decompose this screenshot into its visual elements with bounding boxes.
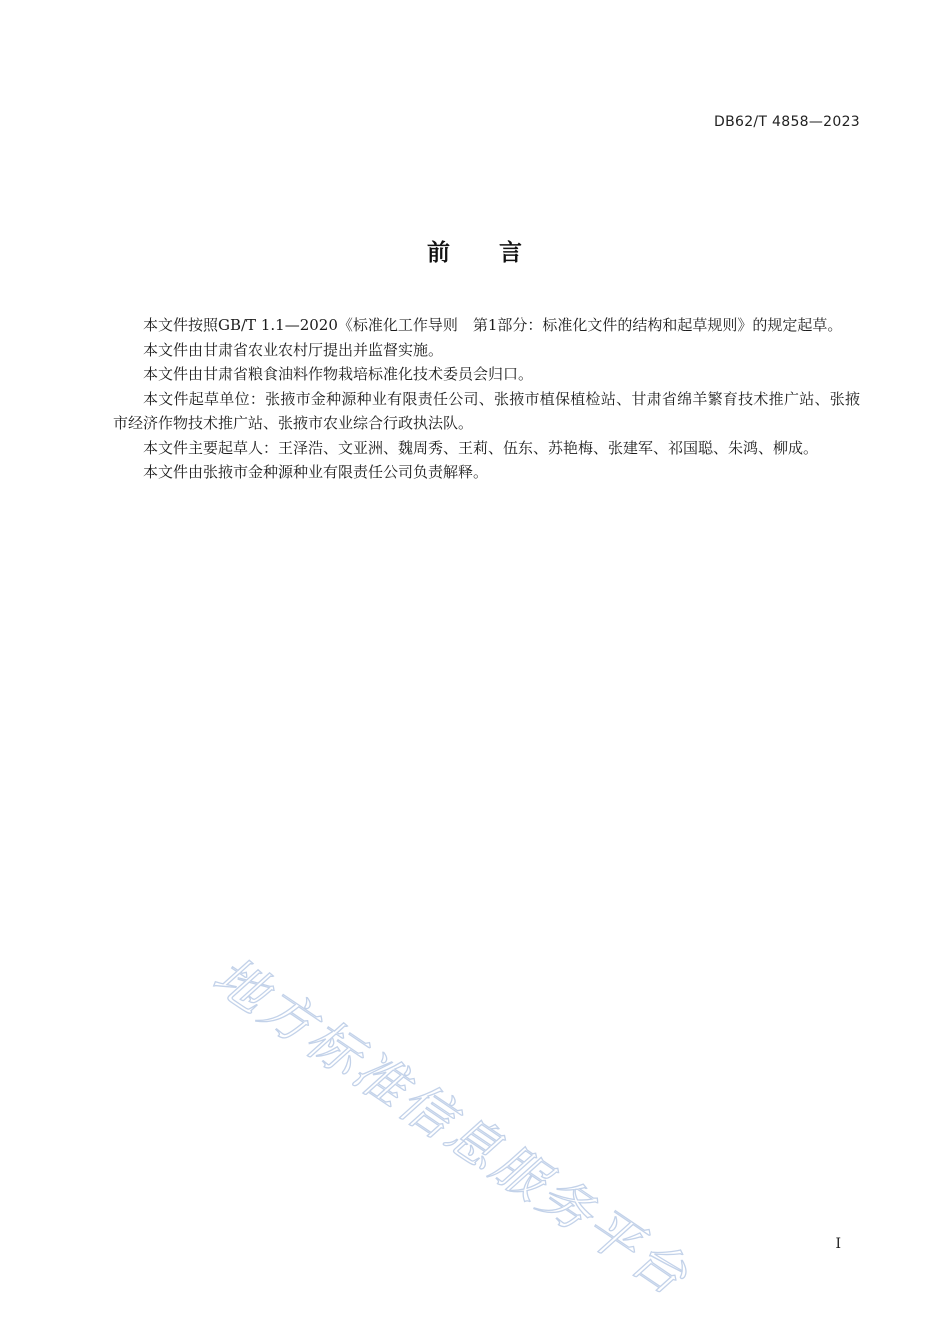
page-title: 前 言 — [427, 240, 523, 266]
paragraph-committee: 本文件由甘肃省粮食油料作物栽培标准化技术委员会归口。 — [143, 365, 534, 383]
page-number: I — [835, 1236, 841, 1252]
paragraph-drafting-units: 本文件起草单位：张掖市金种源种业有限责任公司、张掖市植保植检站、甘肃省绵羊繁育技术推广站、张掖市经济作物技术推广站、张掖市农业综合行政执法队。 — [113, 389, 860, 432]
paragraph-drafters: 本文件主要起草人：王泽浩、文亚洲、魏周秀、王莉、伍东、苏艳梅、张建军、祁国聪、朱鸿、柳成。 — [143, 438, 819, 457]
paragraph-drafting-basis: 本文件按照GB/T 1.1—2020《标准化工作导则 第1部分：标准化文件的结构和起草规则》的规定起草。 — [143, 316, 843, 334]
watermark: 地方标准信息服务平台 — [202, 945, 701, 1309]
paragraph-interpretation: 本文件由张掖市金种源种业有限责任公司负责解释。 — [143, 463, 489, 481]
foreword-body — [113, 313, 860, 485]
paragraph-proposer: 本文件由甘肃省农业农村厅提出并监督实施。 — [143, 340, 444, 359]
document-code: DB62/T 4858—2023 — [714, 114, 860, 130]
